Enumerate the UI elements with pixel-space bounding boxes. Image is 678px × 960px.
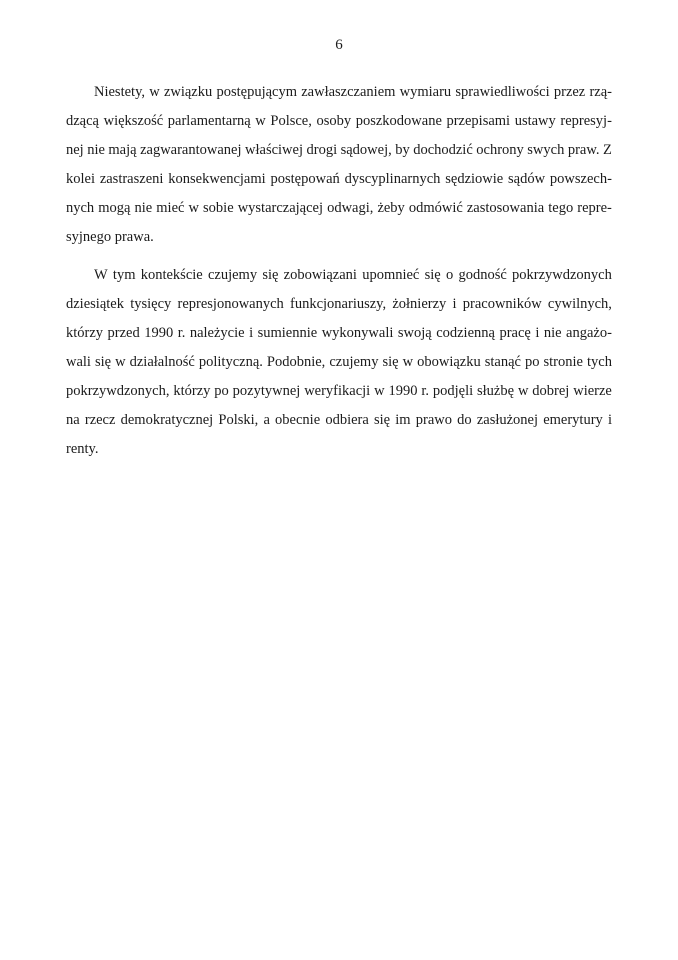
text-line: dzącą większość parlamentarną w Polsce, osoby poszkodowane przepisami ustawy represyj- (66, 113, 612, 129)
page-number: 6 (335, 37, 343, 53)
text-line: kolei zastraszeni konsekwencjami postępowań dyscyplinarnych sędziowie sądów powszech- (66, 171, 612, 187)
text-line: na rzecz demokratycznej Polski, a obecnie odbiera się im prawo do zasłużonej emerytury i (66, 412, 612, 428)
text-line: syjnego prawa. (66, 229, 154, 245)
paragraph (66, 78, 612, 252)
text-line: pokrzywdzonych, którzy po pozytywnej weryfikacji w 1990 r. podjęli służbę w dobrej wierze (66, 383, 612, 399)
text-line: renty. (66, 441, 99, 457)
paragraph (66, 261, 612, 464)
text-line: wali się w działalność polityczną. Podobnie, czujemy się w obowiązku stanąć po stronie tych (66, 354, 612, 370)
text-line: nych mogą nie mieć w sobie wystarczającej odwagi, żeby odmówić zastosowania tego repre- (66, 200, 612, 216)
text-line: dziesiątek tysięcy represjonowanych funkcjonariuszy, żołnierzy i pracowników cywilnych, (66, 296, 612, 312)
text-line: nej nie mają zagwarantowanej właściwej drogi sądowej, by dochodzić ochrony swych praw. Z (66, 142, 612, 158)
text-line: którzy przed 1990 r. należycie i sumiennie wykonywali swoją codzienną pracę i nie angażo- (66, 325, 612, 341)
document-body (66, 78, 612, 464)
text-line: W tym kontekście czujemy się zobowiązani upomnieć się o godność pokrzywdzonych (94, 267, 612, 283)
text-line: Niestety, w związku postępującym zawłaszczaniem wymiaru sprawiedliwości przez rzą- (94, 84, 612, 100)
